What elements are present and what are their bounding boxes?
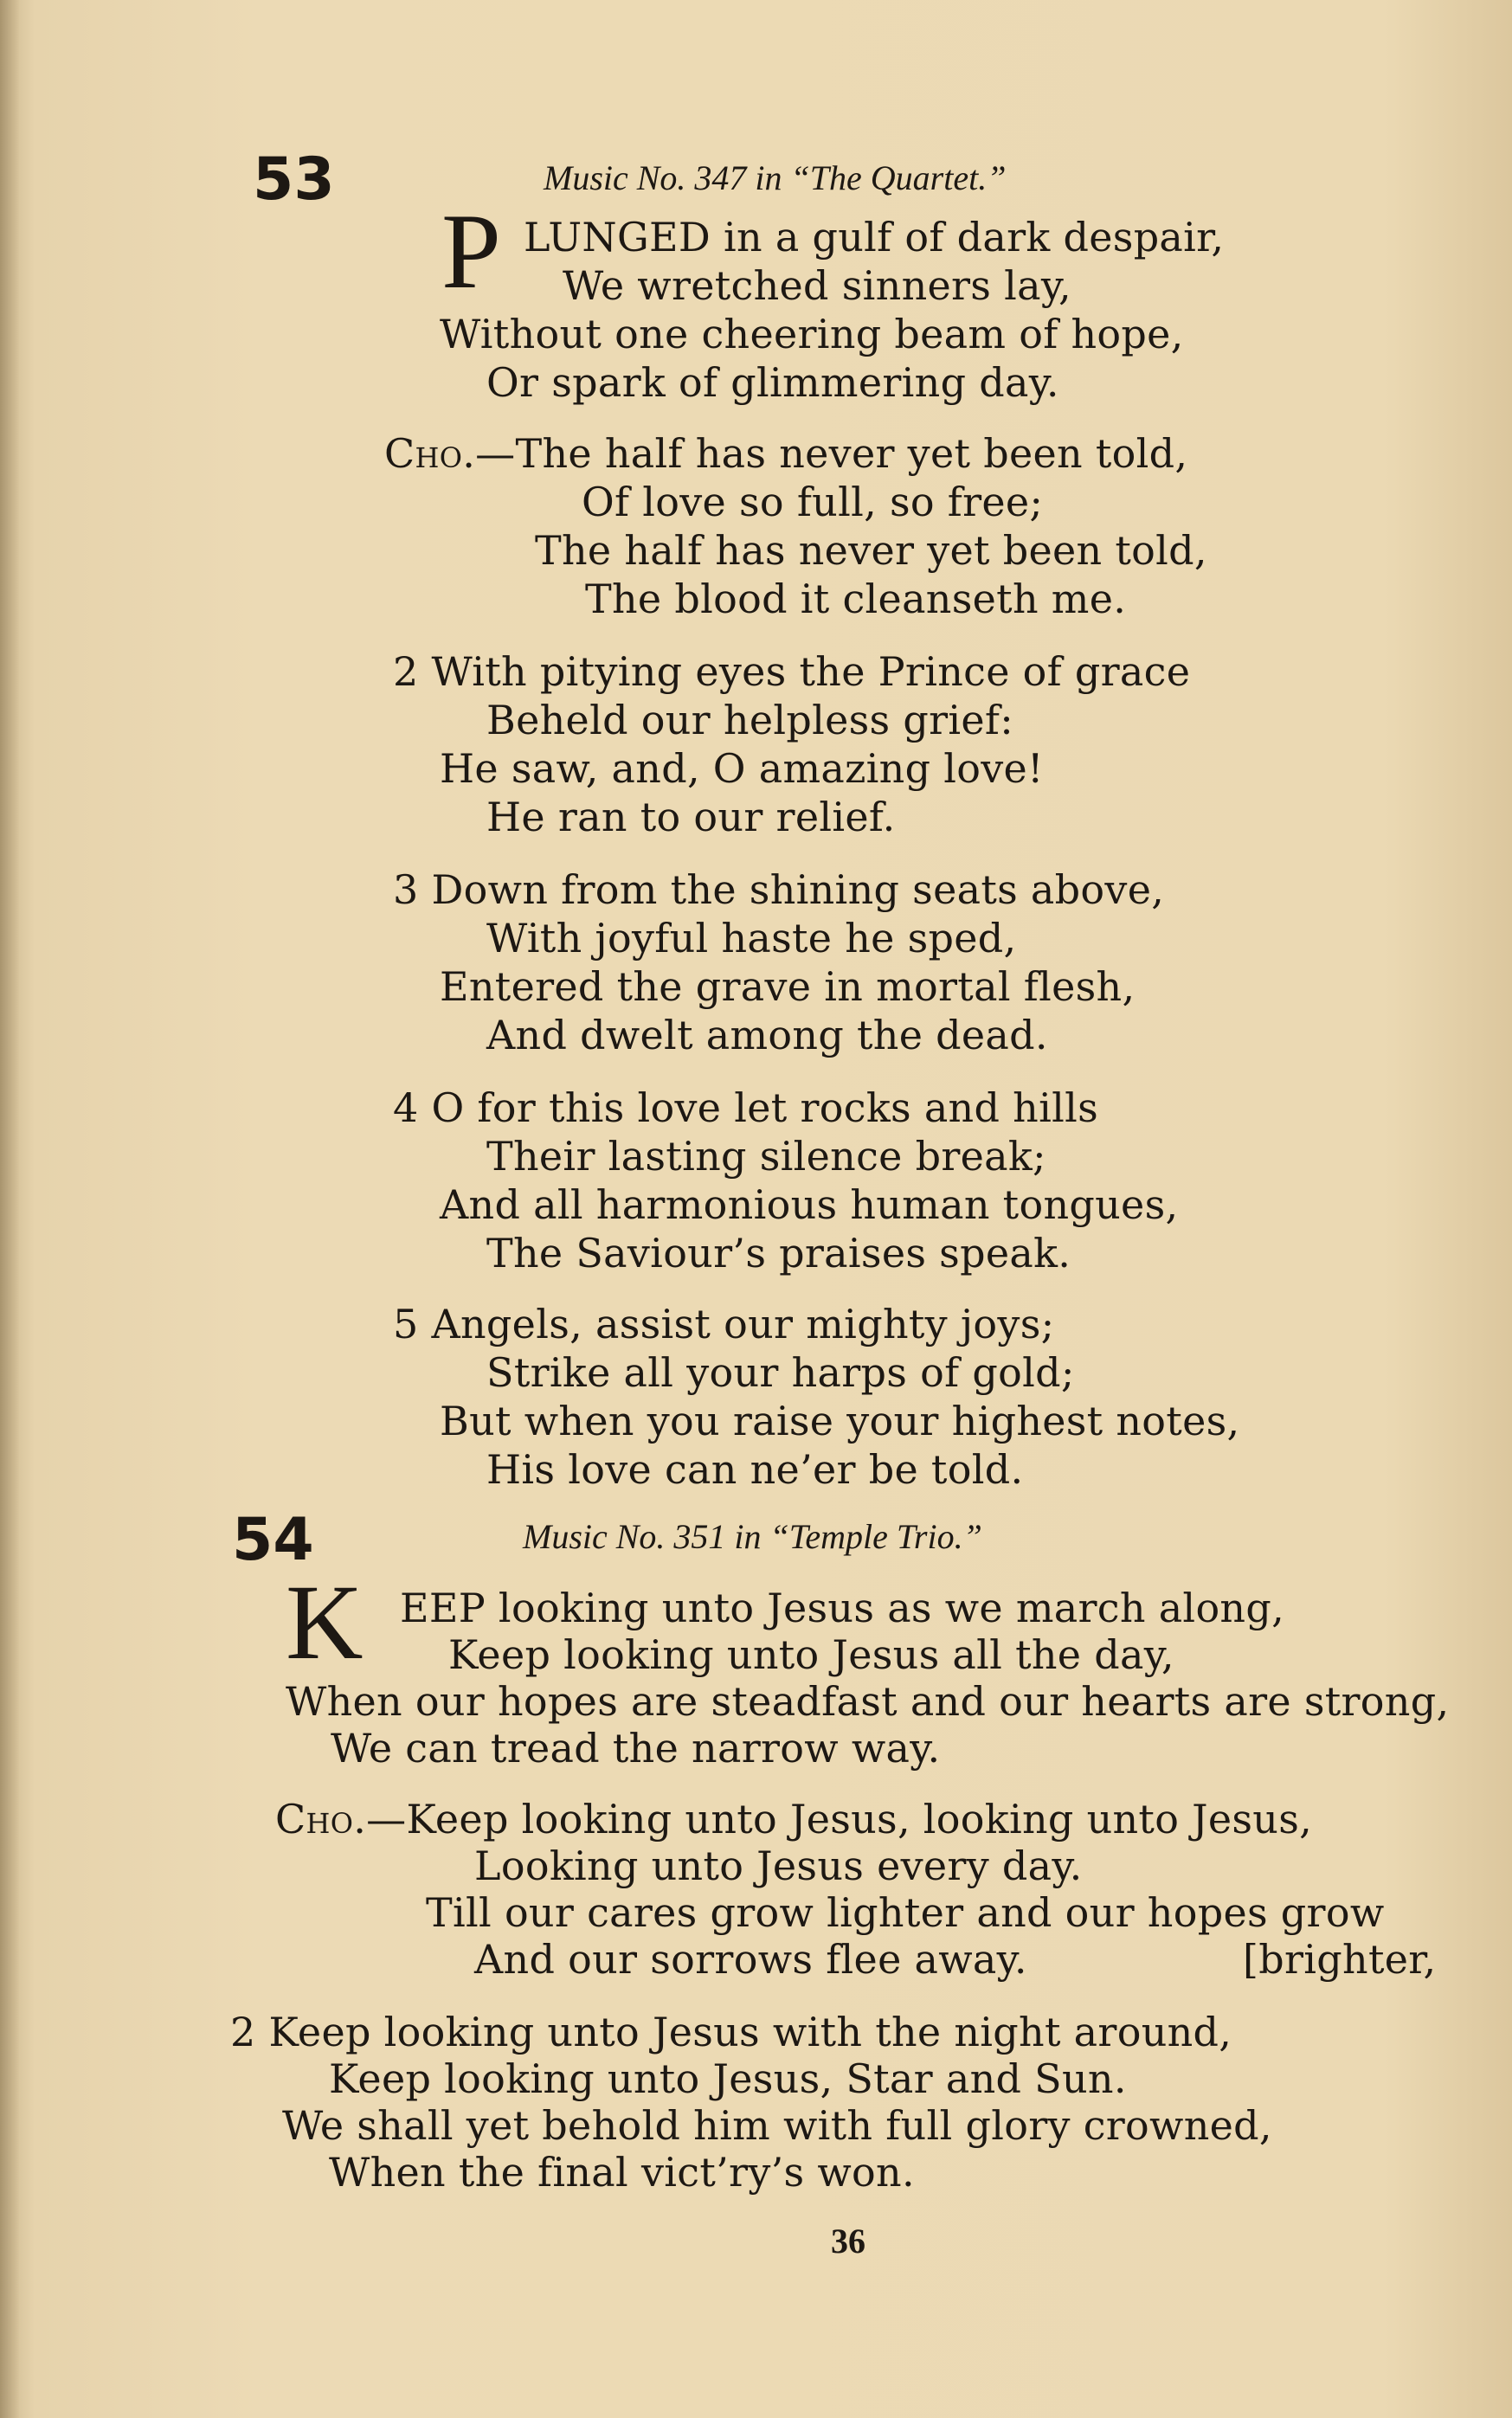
verse-line: Their lasting silence break;	[486, 1133, 1046, 1180]
turnover-word: [brighter,	[1243, 1936, 1437, 1983]
chorus-text: —The half has never yet been told,	[475, 430, 1188, 477]
chorus-first-line	[384, 429, 1187, 478]
verse-line: LUNGED in a gulf of dark despair,	[524, 214, 1225, 260]
chorus-line: The blood it cleanseth me.	[585, 576, 1127, 622]
hymn-number: 53	[253, 145, 335, 214]
verse-line: Without one cheering beam of hope,	[440, 311, 1184, 357]
drop-cap: K	[286, 1563, 364, 1682]
verse-line: 4 O for this love let rocks and hills	[393, 1084, 1099, 1131]
chorus-line: The half has never yet been told,	[535, 527, 1207, 574]
chorus-text: —Keep looking unto Jesus, looking unto Jesus,	[366, 1796, 1313, 1842]
verse-line: He ran to our relief.	[486, 794, 896, 840]
chorus-line: Looking unto Jesus every day.	[474, 1842, 1083, 1889]
verse-line: His love can ne’er be told.	[486, 1446, 1024, 1493]
verse-line: The Saviour’s praises speak.	[486, 1230, 1071, 1277]
chorus-line: Till our cares grow lighter and our hopes grow	[426, 1889, 1385, 1936]
verse-line: But when you raise your highest notes,	[440, 1398, 1240, 1444]
verse-line: With joyful haste he sped,	[486, 915, 1017, 961]
music-reference: Music No. 351 in “Temple Trio.”	[523, 1517, 982, 1556]
verse-line: Beheld our helpless grief:	[486, 697, 1014, 743]
verse-line: Strike all your harps of gold;	[486, 1349, 1075, 1396]
page-gutter	[0, 0, 19, 2418]
verse-line: And all harmonious human tongues,	[440, 1181, 1179, 1228]
music-reference: Music No. 347 in “The Quartet.”	[544, 158, 1007, 197]
chorus-line: Of love so full, so free;	[582, 479, 1044, 525]
verse-line: 5 Angels, assist our mighty joys;	[393, 1301, 1055, 1347]
chorus-label: Cho.	[275, 1796, 367, 1842]
verse-line: 3 Down from the shining seats above,	[393, 866, 1165, 913]
verse-line: Or spark of glimmering day.	[486, 359, 1059, 406]
verse-line: 2 Keep looking unto Jesus with the night around,	[230, 2009, 1232, 2055]
verse-line: And dwelt among the dead.	[486, 1012, 1048, 1058]
chorus-line: And our sorrows flee away.	[474, 1936, 1027, 1983]
verse-line: Keep looking unto Jesus, Star and Sun.	[329, 2055, 1127, 2102]
hymn-number: 54	[232, 1506, 314, 1574]
verse-line: Entered the grave in mortal flesh,	[440, 963, 1136, 1010]
page-number: 36	[831, 2222, 865, 2260]
verse-line: Keep looking unto Jesus all the day,	[448, 1631, 1174, 1678]
chorus-label: Cho.	[384, 430, 476, 477]
verse-line: We shall yet behold him with full glory crowned,	[282, 2102, 1272, 2149]
verse-line: EEP looking unto Jesus as we march along,	[400, 1585, 1285, 1631]
drop-cap: P	[441, 192, 501, 311]
verse-line: We can tread the narrow way.	[331, 1725, 941, 1772]
verse-line: 2 With pitying eyes the Prince of grace	[393, 648, 1191, 695]
verse-line: He saw, and, O amazing love!	[440, 745, 1044, 792]
verse-line: When the final vict’ry’s won.	[329, 2149, 915, 2196]
verse-line: When our hopes are steadfast and our hearts are strong,	[286, 1678, 1450, 1725]
verse-line: We wretched sinners lay,	[563, 262, 1071, 309]
chorus-first-line	[275, 1795, 1312, 1843]
